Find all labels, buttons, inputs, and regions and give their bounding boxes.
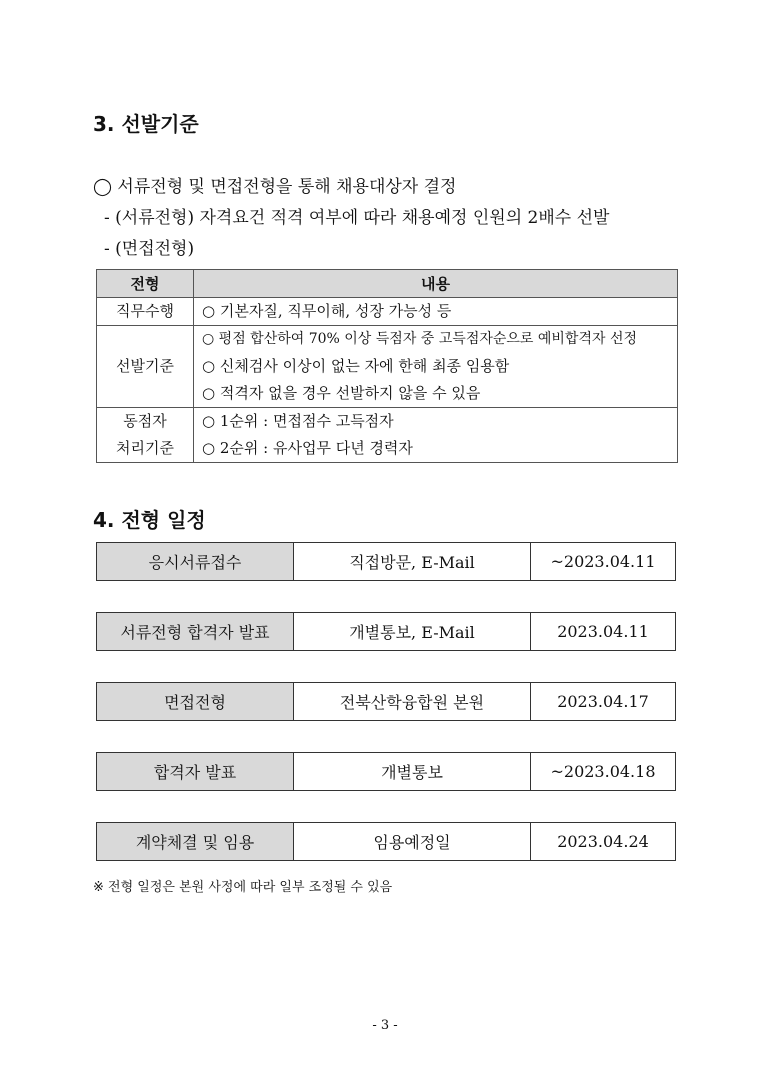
section3-sub1: - (서류전형) 자격요건 적격 여부에 따라 채용예정 인원의 2배수 선발 (104, 208, 610, 228)
criteria-header-row (97, 270, 678, 298)
criteria-content (194, 408, 678, 463)
section3-sub2: - (면접전형) (104, 239, 195, 259)
schedule-date: 2023.04.17 (557, 692, 649, 711)
criteria-item: ○ 평점 합산하여 70% 이상 득점자 중 고득점자순으로 예비합격자 선정 (202, 331, 638, 347)
criteria-content (194, 326, 678, 408)
criteria-row (97, 298, 678, 326)
criteria-label-line: 동점자 (123, 412, 167, 430)
schedule-row (96, 822, 676, 861)
section4-title: 4. 전형 일정 (93, 508, 206, 532)
criteria-table (96, 269, 678, 463)
schedule-row (96, 612, 676, 651)
page-number: - 3 - (372, 1018, 398, 1033)
schedule-method: 개별통보 (294, 753, 531, 790)
schedule-row (96, 752, 676, 791)
schedule-stage: 서류전형 합격자 발표 (97, 613, 294, 650)
schedule-date: 2023.04.24 (557, 832, 649, 851)
criteria-item: ○ 1순위 : 면접점수 고득점자 (202, 412, 394, 430)
schedule-note: ※ 전형 일정은 본원 사정에 따라 일부 조정될 수 있음 (93, 880, 393, 895)
criteria-header-type: 전형 (97, 270, 194, 298)
criteria-row (97, 408, 678, 463)
schedule-stage: 합격자 발표 (97, 753, 294, 790)
criteria-label (97, 326, 194, 408)
criteria-label-line: 처리기준 (116, 439, 174, 457)
criteria-content (194, 298, 678, 326)
schedule-method: 개별통보, E-Mail (294, 613, 531, 650)
criteria-label-line: 직무수행 (116, 302, 174, 320)
criteria-item: ○ 적격자 없을 경우 선발하지 않을 수 있음 (202, 384, 481, 402)
schedule-stage: 응시서류접수 (97, 543, 294, 580)
schedule-stage: 면접전형 (97, 683, 294, 720)
criteria-label (97, 408, 194, 463)
schedule-method: 임용예정일 (294, 823, 531, 860)
schedule-date: 2023.04.11 (557, 622, 649, 641)
schedule-row (96, 682, 676, 721)
schedule-date: ~2023.04.11 (550, 552, 656, 571)
schedule-row (96, 542, 676, 581)
schedule-method: 전북산학융합원 본원 (294, 683, 531, 720)
section3-bullet: ◯ 서류전형 및 면접전형을 통해 채용대상자 결정 (93, 177, 457, 197)
section3-title: 3. 선발기준 (93, 112, 199, 136)
criteria-item: ○ 2순위 : 유사업무 다년 경력자 (202, 439, 413, 457)
criteria-item: ○ 신체검사 이상이 없는 자에 한해 최종 임용함 (202, 357, 510, 375)
schedule-date: ~2023.04.18 (550, 762, 656, 781)
schedule-stage: 계약체결 및 임용 (97, 823, 294, 860)
criteria-header-content: 내용 (194, 270, 678, 298)
criteria-item: ○ 기본자질, 직무이해, 성장 가능성 등 (202, 302, 452, 320)
schedule-method: 직접방문, E-Mail (294, 543, 531, 580)
criteria-label (97, 298, 194, 326)
criteria-row (97, 326, 678, 408)
criteria-label-line: 선발기준 (116, 357, 174, 375)
